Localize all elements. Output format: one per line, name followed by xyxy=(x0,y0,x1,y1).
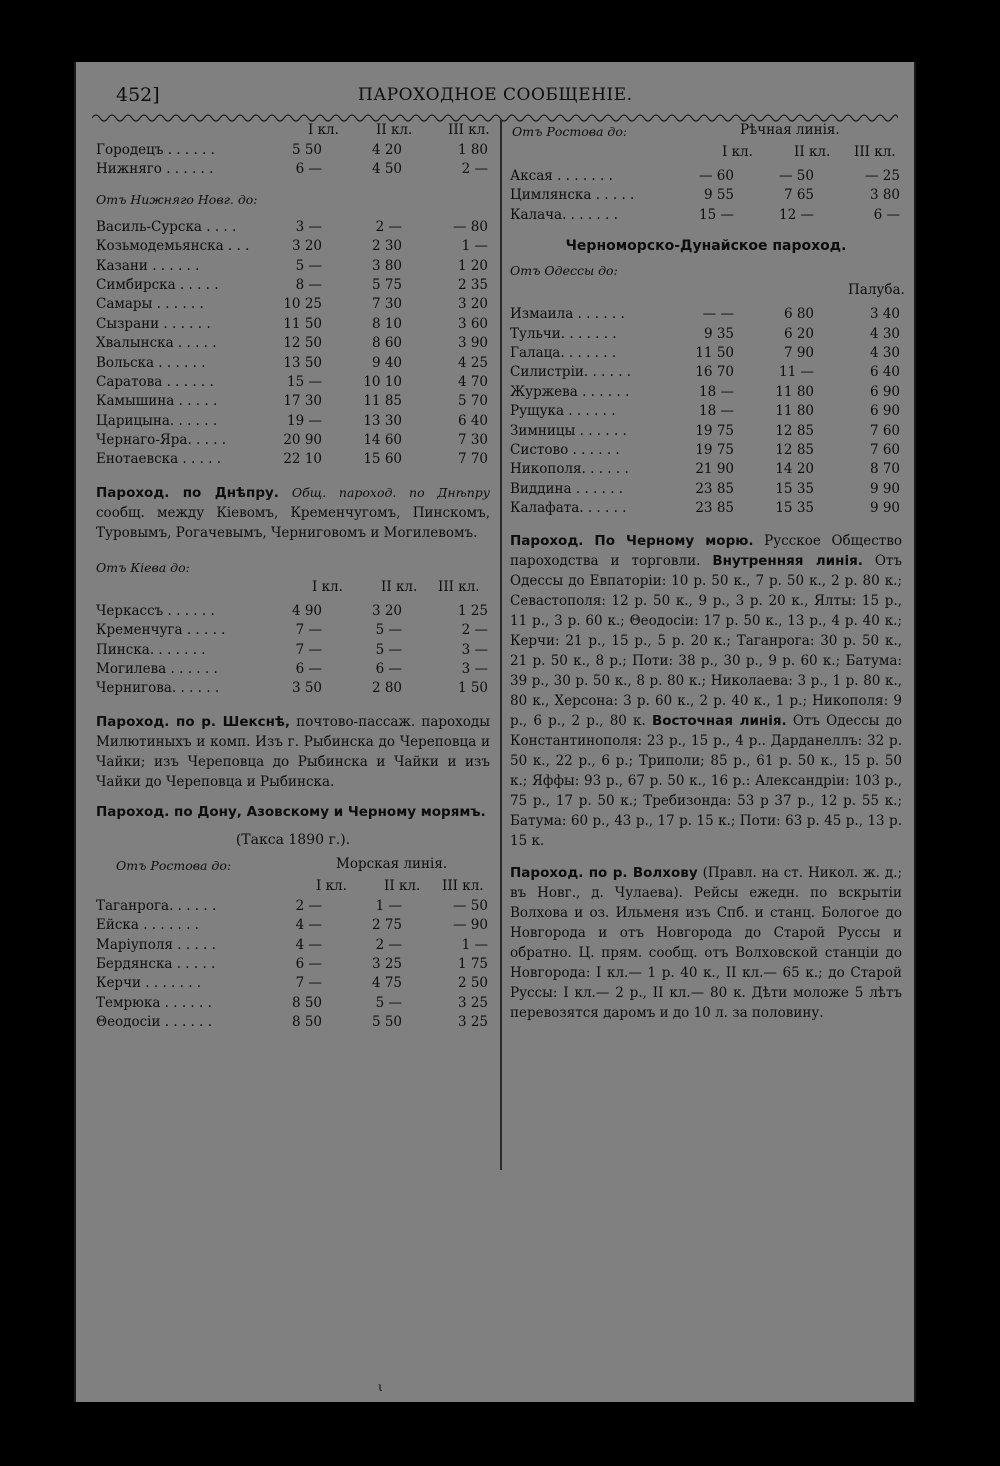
fare-cell: 19 — xyxy=(287,412,322,429)
destination-cell: Царицына. . . . . . xyxy=(96,412,218,429)
fare-cell: 6 — xyxy=(295,161,322,178)
fare-cell: 3 25 xyxy=(457,1014,488,1031)
fare-cell: 4 30 xyxy=(869,344,900,361)
fare-cell: 9 55 xyxy=(703,187,734,204)
sheksna-text: почтово-пассаж. пароходы Милютиныхъ и комп. Изъ г. Рыбинска до Череповца и Чайки; изъ Череповца до Рыбинска и Чайки и изъ Чайки до Череповца и Рыбинска. xyxy=(96,713,490,790)
destination-cell: Кременчуга . . . . . xyxy=(96,622,226,639)
don-heading: Пароход. по Дону, Азовскому и Черному морямъ. xyxy=(96,803,486,820)
table-row xyxy=(96,413,490,432)
destination-cell: Василь-Сурска . . . . xyxy=(96,218,237,235)
destination-cell: Систово . . . . . . xyxy=(510,441,620,458)
fare-cell: 3 20 xyxy=(371,602,402,619)
fare-cell: 11 50 xyxy=(283,315,322,332)
east-line-label: Восточная линія. xyxy=(651,713,787,730)
fare-cell: 3 25 xyxy=(457,994,488,1011)
table-row xyxy=(96,661,490,680)
fare-cell: 6 20 xyxy=(783,325,814,342)
destination-cell: Саратова . . . . . . xyxy=(96,373,214,390)
fare-cell: 18 — xyxy=(699,403,734,420)
dnepr-italic: Общ. пароход. по Днѣпру xyxy=(291,484,490,500)
fare-cell: 12 85 xyxy=(775,441,814,458)
fare-cell: 11 80 xyxy=(775,403,814,420)
table-row xyxy=(96,258,490,277)
fare-cell: 6 — xyxy=(295,955,322,972)
fare-cell: 15 — xyxy=(699,206,734,223)
fare-cell: 15 — xyxy=(287,373,322,390)
destination-cell: Темрюка . . . . . . xyxy=(96,994,212,1011)
fare-cell: — 25 xyxy=(865,168,900,184)
fare-cell: 3 50 xyxy=(291,680,322,697)
fare-table-danube xyxy=(510,306,902,519)
destination-cell: Симбирска . . . . . xyxy=(96,276,219,293)
fare-cell: 2 30 xyxy=(371,238,402,255)
table-row xyxy=(510,345,902,364)
col-header-3: III кл. xyxy=(438,578,480,595)
fare-cell: 4 20 xyxy=(371,142,402,158)
destination-cell: Журжева . . . . . . xyxy=(510,383,630,400)
destination-cell: Самары . . . . . . xyxy=(96,296,204,313)
fare-cell: 8 70 xyxy=(869,461,900,478)
fare-cell: 4 25 xyxy=(457,354,488,371)
fare-cell: 8 10 xyxy=(371,315,402,332)
fare-cell: 11 80 xyxy=(775,383,814,400)
fare-cell: 21 90 xyxy=(695,461,734,478)
fare-cell: — 50 xyxy=(453,897,488,914)
volkhov-paragraph xyxy=(510,863,902,1023)
table-row xyxy=(96,956,490,975)
fare-cell: 19 75 xyxy=(695,422,734,439)
destination-cell: Бердянска . . . . . xyxy=(96,955,216,972)
destination-cell: Городецъ . . . . . . xyxy=(96,142,215,158)
fare-cell: 1 — xyxy=(375,897,402,914)
destination-cell: Могилева . . . . . . xyxy=(96,661,218,678)
fare-cell: 2 — xyxy=(295,897,322,914)
destination-cell: Черкассъ . . . . . . xyxy=(96,602,215,619)
table-row xyxy=(96,142,490,161)
page-title: ПАРОХОДНОЕ СООБЩЕНІЕ. xyxy=(358,85,633,105)
destination-cell: Калача. . . . . . . xyxy=(510,206,618,223)
table-row xyxy=(96,316,490,335)
fare-cell: 2 — xyxy=(461,622,488,639)
destination-cell: Чернаго-Яра. . . . . xyxy=(96,432,227,449)
fare-cell: 1 — xyxy=(461,238,488,255)
fare-cell: 4 — xyxy=(295,917,322,934)
fare-cell: 6 — xyxy=(375,661,402,678)
dnepr-heading: Пароход. по Днѣпру. xyxy=(96,484,279,501)
fare-cell: 16 70 xyxy=(695,364,734,381)
fare-cell: 20 90 xyxy=(283,432,322,449)
fare-cell: 1 50 xyxy=(457,680,488,697)
fare-cell: 5 — xyxy=(375,994,402,1011)
fare-cell: 3 80 xyxy=(869,187,900,204)
col-header-1: I кл. xyxy=(316,877,347,894)
fare-cell: 3 90 xyxy=(457,335,488,352)
table-row xyxy=(510,207,902,226)
table-row xyxy=(96,277,490,296)
black-sea-text-2: Отъ Одессы до Евпаторіи: 10 р. 50 к., 7 р. 50 к., 2 р. 80 к.; Севастополя: 12 р. 50 к., 9 р., 3 р. 20 к., Ялты: 15 р., 11 р., 3 р. 60 к.; Θеодосіи: 17 р. 50 к., 13 р., 4 р. 40 к.; Керчи: 21 р., 15 р., 5 р. 20 к.; Таганрога: 30 р. 50 к., 21 р. 50 к., 8 р.; Поти: 38 р., 30 р., 9 р. 60 к.; Батума: 39 р., 30 р. 50 к., 8 р. 80 к.; Николаева: 3 р., 1 р. 80 к., 80 к., Херсона: 3 р. 60 к., 2 р. 40 к., 1 р.; Никополя: 9 р., 6 р., 2 р., 80 к. xyxy=(510,553,902,730)
fare-cell: 9 90 xyxy=(869,480,900,497)
fare-cell: 18 — xyxy=(699,383,734,400)
fare-cell: 5 — xyxy=(295,257,322,274)
fare-cell: 7 — xyxy=(295,622,322,639)
fare-cell: 7 60 xyxy=(869,441,900,458)
col-header-3: III кл. xyxy=(448,122,490,138)
table-row xyxy=(510,403,902,422)
fare-cell: 14 20 xyxy=(775,461,814,478)
black-sea-heading: Пароход. По Черному морю. xyxy=(510,533,754,550)
col-header-1: I кл. xyxy=(722,144,753,160)
fare-cell: 4 50 xyxy=(371,161,402,178)
fare-cell: 2 50 xyxy=(457,975,488,992)
fare-cell: 6 — xyxy=(873,206,900,223)
table-row xyxy=(96,161,490,180)
destination-cell: Маріуполя . . . . . xyxy=(96,936,216,953)
fare-cell: 5 — xyxy=(375,622,402,639)
table-row xyxy=(96,642,490,661)
table-row xyxy=(510,306,902,325)
fare-cell: 7 60 xyxy=(869,422,900,439)
fare-cell: — 50 xyxy=(779,168,814,184)
col-header-3: III кл. xyxy=(854,144,896,160)
fare-cell: 10 10 xyxy=(363,373,402,390)
table-row xyxy=(96,296,490,315)
destination-cell: Хвалынска . . . . . xyxy=(96,335,217,352)
table-row xyxy=(510,442,902,461)
table-row xyxy=(96,917,490,936)
page xyxy=(74,62,916,1402)
black-sea-text-1: Русское Общество пароходства и торговли. xyxy=(510,533,902,570)
subheading-nizhny: Отъ Нижняго Новг. до: xyxy=(96,191,258,207)
table-row xyxy=(96,432,490,451)
table-row xyxy=(96,937,490,956)
fare-cell: 2 — xyxy=(375,936,402,953)
table-row xyxy=(510,326,902,345)
table-row xyxy=(510,168,902,187)
destination-cell: Чернигова. . . . . . xyxy=(96,680,220,697)
fare-cell: 4 75 xyxy=(371,975,402,992)
fare-cell: 3 — xyxy=(461,661,488,678)
subheading-kiev: Отъ Кіева до: xyxy=(96,559,190,575)
table-row xyxy=(96,335,490,354)
col-header-2: II кл. xyxy=(384,877,421,894)
fare-cell: 7 — xyxy=(295,975,322,992)
destination-cell: Силистріи. . . . . . xyxy=(510,364,632,381)
fare-cell: 23 85 xyxy=(695,480,734,497)
fare-cell: 10 25 xyxy=(283,296,322,313)
fare-cell: 6 80 xyxy=(783,306,814,323)
table-row xyxy=(96,219,490,238)
fare-cell: 9 90 xyxy=(869,500,900,517)
table-row xyxy=(96,975,490,994)
fare-cell: 12 50 xyxy=(283,335,322,352)
fare-cell: 4 — xyxy=(295,936,322,953)
black-sea-text-3: Отъ Одессы до Константинополя: 23 р., 15 р., 4 р.. Дарданеллъ: 32 р. 50 к., 22 р., 6 р.; Триполи; 85 р., 61 р. 50 к., 15 р. 50 к.; Яффы: 93 р., 67 р. 50 к., 16 р.: Александріи: 103 р., 75 р., 17 р. 50 к.; Требизонда: 53 р 37 р., 12 р. 55 к.; Батума: 60 р., 43 р., 17 р. 15 к.; Поти: 63 р. 45 р., 13 р. 15 к. xyxy=(510,713,902,850)
left-col-headers xyxy=(96,122,490,142)
table-row xyxy=(96,374,490,393)
river-col-headers xyxy=(510,144,902,164)
fare-cell: 5 70 xyxy=(457,393,488,410)
table-row xyxy=(510,500,902,519)
kiev-col-headers xyxy=(96,579,490,599)
destination-cell: Никополя. . . . . . xyxy=(510,461,629,478)
fare-cell: 3 20 xyxy=(457,296,488,313)
sheksna-paragraph xyxy=(96,712,490,792)
right-column xyxy=(510,122,905,1023)
fare-cell: 3 — xyxy=(295,218,322,235)
destination-cell: Аксая . . . . . . . xyxy=(510,168,613,184)
fare-cell: 7 — xyxy=(295,641,322,658)
fare-cell: 3 60 xyxy=(457,315,488,332)
fare-cell: 4 90 xyxy=(291,602,322,619)
fare-cell: 7 30 xyxy=(371,296,402,313)
volkhov-text: (Правл. на ст. Никол. ж. д.; въ Новг., д. Чулаева). Рейсы ежедн. по вскрытіи Волхова и оз. Ильменя изъ Спб. и станц. Бологое до Новгорода и отъ Новгорода до Старой Руссы и обратно. Ц. прям. сообщ. отъ Волховской станціи до Новгорода: I кл.— 1 р. 40 к., II кл.— 65 к.; до Старой Руссы: I кл.— 2 р., II кл.— 80 к. Дѣти моложе 5 лѣтъ перевозятся даромъ и до 10 л. за половину. xyxy=(510,865,902,1022)
col-header-1: I кл. xyxy=(312,578,343,595)
fare-cell: 7 30 xyxy=(457,432,488,449)
table-row xyxy=(510,423,902,442)
fare-cell: 12 85 xyxy=(775,422,814,439)
sea-line-label: Морская линія. xyxy=(336,855,448,872)
fare-cell: 8 50 xyxy=(291,994,322,1011)
col-header-2: II кл. xyxy=(381,578,418,595)
sea-col-headers xyxy=(96,878,490,898)
fare-table-nizhny xyxy=(96,219,490,471)
river-header xyxy=(510,122,902,144)
fare-cell: — 60 xyxy=(699,168,734,184)
fare-cell: 6 90 xyxy=(869,383,900,400)
fare-cell: 11 50 xyxy=(695,344,734,361)
destination-cell: Енотаевска . . . . . xyxy=(96,451,222,468)
fare-cell: 4 30 xyxy=(869,325,900,342)
table-row xyxy=(96,603,490,622)
rostov-sea-header xyxy=(96,856,490,878)
destination-cell: Измаила . . . . . . xyxy=(510,306,625,323)
fare-cell: 5 75 xyxy=(371,276,402,293)
destination-cell: Рущука . . . . . . xyxy=(510,403,616,420)
volkhov-heading: Пароход. по р. Волхову xyxy=(510,865,698,882)
table-row xyxy=(96,622,490,641)
fare-cell: 22 10 xyxy=(283,451,322,468)
fare-cell: 7 90 xyxy=(783,344,814,361)
table-row xyxy=(510,364,902,383)
destination-cell: Таганрога. . . . . . xyxy=(96,897,217,914)
fare-table-kiev xyxy=(96,603,490,700)
sheksna-heading: Пароход. по р. Шекснѣ, xyxy=(96,713,291,730)
fare-cell: 8 — xyxy=(295,276,322,293)
fare-cell: 6 — xyxy=(295,661,322,678)
fare-cell: 7 65 xyxy=(783,187,814,204)
inner-line-label: Внутренняя линія. xyxy=(712,553,863,570)
taksa-note: (Такса 1890 г.). xyxy=(235,831,351,848)
destination-cell: Казани . . . . . . xyxy=(96,257,200,274)
page-number: 452] xyxy=(116,84,160,106)
fare-cell: 12 — xyxy=(779,206,814,223)
fare-cell: 3 40 xyxy=(869,306,900,323)
fare-cell: 9 35 xyxy=(703,325,734,342)
fare-cell: 15 60 xyxy=(363,451,402,468)
fare-cell: 13 50 xyxy=(283,354,322,371)
destination-cell: Камышина . . . . . xyxy=(96,393,218,410)
destination-cell: Виддина . . . . . . xyxy=(510,480,624,497)
fare-cell: 3 25 xyxy=(371,955,402,972)
fare-cell: 1 — xyxy=(461,936,488,953)
destination-cell: Θеодосіи . . . . . . xyxy=(96,1014,212,1031)
table-row xyxy=(96,451,490,470)
fare-cell: 3 20 xyxy=(291,238,322,255)
fare-cell: 1 20 xyxy=(457,257,488,274)
page-header xyxy=(116,84,888,110)
fare-cell: 14 60 xyxy=(363,432,402,449)
destination-cell: Ейска . . . . . . . xyxy=(96,917,199,934)
dnepr-text: сообщ. между Кіевомъ, Кременчугомъ, Пинскомъ, Туровымъ, Рогачевымъ, Черниговомъ и Могилевомъ. xyxy=(96,504,490,541)
fare-cell: 9 40 xyxy=(371,354,402,371)
fare-cell: 3 — xyxy=(461,641,488,658)
fare-cell: 8 50 xyxy=(291,1014,322,1031)
table-row xyxy=(510,461,902,480)
fare-table-1 xyxy=(96,142,490,181)
fare-cell: 6 90 xyxy=(869,403,900,420)
fare-cell: 5 — xyxy=(375,641,402,658)
destination-cell: Галаца. . . . . . . xyxy=(510,344,617,361)
river-line-label: Рѣчная линія. xyxy=(740,122,840,138)
subheading-rostov-river: Отъ Ростова до: xyxy=(512,124,628,139)
col-header-2: II кл. xyxy=(794,144,831,160)
destination-cell: Тульчи. . . . . . . xyxy=(510,325,617,342)
fare-cell: 2 75 xyxy=(371,917,402,934)
fare-cell: 19 75 xyxy=(695,441,734,458)
destination-cell: Керчи . . . . . . . xyxy=(96,975,202,992)
black-sea-paragraph xyxy=(510,531,902,851)
fare-cell: 3 80 xyxy=(371,257,402,274)
fare-cell: 2 80 xyxy=(371,680,402,697)
fare-cell: 4 70 xyxy=(457,373,488,390)
fare-table-river xyxy=(510,168,902,226)
destination-cell: Вольска . . . . . . xyxy=(96,354,206,371)
fare-cell: 8 60 xyxy=(371,335,402,352)
destination-cell: Нижняго . . . . . . xyxy=(96,161,214,178)
fare-cell: 15 35 xyxy=(775,480,814,497)
table-row xyxy=(96,393,490,412)
col-header-3: III кл. xyxy=(442,877,484,894)
subheading-odessa: Отъ Одессы до: xyxy=(510,263,618,279)
fare-table-sea xyxy=(96,898,490,1034)
destination-cell: Цимлянска . . . . . xyxy=(510,187,635,204)
fare-cell: — — xyxy=(702,306,734,323)
destination-cell: Козьмодемьянска . . . xyxy=(96,238,250,255)
deck-label: Палуба. xyxy=(848,282,905,299)
fare-cell: 11 85 xyxy=(363,393,402,410)
fare-cell: 1 25 xyxy=(457,602,488,619)
fare-cell: — 80 xyxy=(453,218,488,235)
deck-header xyxy=(510,282,905,302)
fare-cell: 7 70 xyxy=(457,451,488,468)
fare-cell: — 90 xyxy=(453,917,488,934)
dnepr-paragraph xyxy=(96,483,490,543)
fare-cell: 1 80 xyxy=(457,142,488,158)
fare-cell: 2 — xyxy=(375,218,402,235)
destination-cell: Зимницы . . . . . . xyxy=(510,422,627,439)
fare-cell: 2 35 xyxy=(457,276,488,293)
fare-cell: 17 30 xyxy=(283,393,322,410)
subheading-rostov: Отъ Ростова до: xyxy=(116,857,232,873)
destination-cell: Сызрани . . . . . . xyxy=(96,315,211,332)
table-row xyxy=(96,238,490,257)
fare-cell: 13 30 xyxy=(363,412,402,429)
col-header-2: II кл. xyxy=(376,122,413,138)
fare-cell: 11 — xyxy=(779,364,814,381)
destination-cell: Калафата. . . . . . xyxy=(510,500,627,517)
bottom-mark: ι xyxy=(378,1380,383,1394)
table-row xyxy=(96,898,490,917)
column-divider xyxy=(500,120,502,1170)
table-row xyxy=(96,995,490,1014)
col-header-1: I кл. xyxy=(308,122,339,138)
table-row xyxy=(96,680,490,699)
destination-cell: Пинска. . . . . . . xyxy=(96,641,206,658)
fare-cell: 6 40 xyxy=(869,364,900,381)
table-row xyxy=(96,1014,490,1033)
table-row xyxy=(96,355,490,374)
fare-cell: 23 85 xyxy=(695,500,734,517)
left-column xyxy=(96,122,490,1034)
fare-cell: 1 75 xyxy=(457,955,488,972)
fare-cell: 6 40 xyxy=(457,412,488,429)
table-row xyxy=(510,481,902,500)
table-row xyxy=(510,187,902,206)
fare-cell: 5 50 xyxy=(371,1014,402,1031)
fare-cell: 15 35 xyxy=(775,500,814,517)
danube-heading: Черноморско-Дунайское пароход. xyxy=(565,238,847,255)
fare-cell: 2 — xyxy=(461,161,488,178)
fare-cell: 5 50 xyxy=(291,142,322,158)
table-row xyxy=(510,384,902,403)
